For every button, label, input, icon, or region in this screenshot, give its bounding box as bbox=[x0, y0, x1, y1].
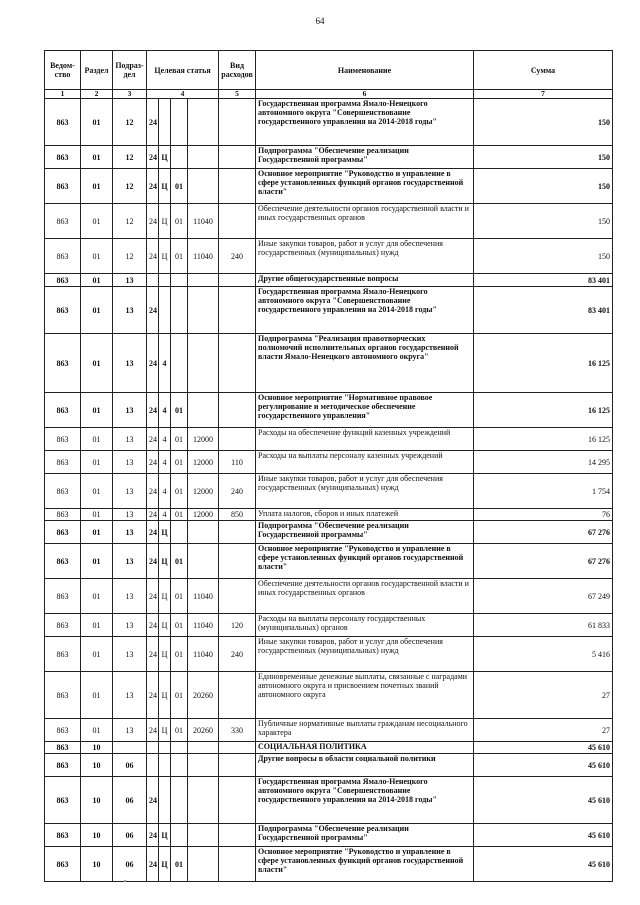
vedomstvo-cell: 863 bbox=[45, 274, 81, 287]
vedomstvo-cell: 863 bbox=[45, 544, 81, 579]
target-program-cell bbox=[147, 274, 159, 287]
target-event-cell bbox=[171, 287, 188, 334]
expense-type-cell bbox=[219, 428, 256, 451]
name-cell: Другие общегосударственные вопросы bbox=[256, 274, 474, 287]
target-program-cell: 24 bbox=[147, 239, 159, 274]
razdel-cell: 01 bbox=[81, 614, 113, 637]
name-cell: Обеспечение деятельности органов государственной власти и иных государственных органов bbox=[256, 204, 474, 239]
name-cell: Расходы на выплаты персоналу государственных (муниципальных) органов bbox=[256, 614, 474, 637]
amount-cell: 61 833 bbox=[474, 614, 613, 637]
table-row bbox=[45, 742, 613, 754]
vedomstvo-cell: 863 bbox=[45, 239, 81, 274]
podrazdel-cell: 13 bbox=[113, 334, 147, 393]
amount-cell: 67 276 bbox=[474, 521, 613, 544]
razdel-cell: 01 bbox=[81, 428, 113, 451]
target-event-cell bbox=[171, 824, 188, 847]
amount-cell: 150 bbox=[474, 239, 613, 274]
podrazdel-cell: 12 bbox=[113, 204, 147, 239]
vedomstvo-cell: 863 bbox=[45, 99, 81, 146]
razdel-cell: 01 bbox=[81, 637, 113, 672]
vedomstvo-cell: 863 bbox=[45, 428, 81, 451]
razdel-cell: 01 bbox=[81, 239, 113, 274]
target-subprogram-cell: Ц bbox=[159, 719, 171, 742]
target-direction-cell bbox=[188, 274, 219, 287]
target-direction-cell: 11040 bbox=[188, 614, 219, 637]
target-direction-cell bbox=[188, 169, 219, 204]
podrazdel-cell: 13 bbox=[113, 672, 147, 719]
target-subprogram-cell: Ц bbox=[159, 146, 171, 169]
table-row bbox=[45, 474, 613, 509]
amount-cell: 150 bbox=[474, 169, 613, 204]
target-program-cell: 24 bbox=[147, 824, 159, 847]
vedomstvo-cell: 863 bbox=[45, 146, 81, 169]
razdel-cell: 01 bbox=[81, 99, 113, 146]
razdel-cell: 10 bbox=[81, 777, 113, 824]
name-cell: Основное мероприятие "Нормативное правовое регулирование и методическое обеспечение государственного управления" bbox=[256, 393, 474, 428]
target-direction-cell bbox=[188, 146, 219, 169]
razdel-cell: 01 bbox=[81, 334, 113, 393]
name-cell: Государственная программа Ямало-Ненецкого автономного округа "Совершенствование государственного управления на 2014-2018 годы" bbox=[256, 777, 474, 824]
target-subprogram-cell: 4 bbox=[159, 474, 171, 509]
table-row bbox=[45, 824, 613, 847]
table-row bbox=[45, 428, 613, 451]
target-subprogram-cell bbox=[159, 274, 171, 287]
amount-cell: 150 bbox=[474, 99, 613, 146]
target-program-cell: 24 bbox=[147, 451, 159, 474]
vedomstvo-cell: 863 bbox=[45, 672, 81, 719]
amount-cell: 83 401 bbox=[474, 274, 613, 287]
expense-type-cell bbox=[219, 847, 256, 882]
expense-type-cell bbox=[219, 521, 256, 544]
podrazdel-cell bbox=[113, 742, 147, 754]
target-program-cell: 24 bbox=[147, 777, 159, 824]
expense-type-cell: 110 bbox=[219, 451, 256, 474]
target-direction-cell: 12000 bbox=[188, 451, 219, 474]
vedomstvo-cell: 863 bbox=[45, 579, 81, 614]
target-direction-cell: 12000 bbox=[188, 509, 219, 521]
podrazdel-cell: 13 bbox=[113, 509, 147, 521]
target-event-cell: 01 bbox=[171, 393, 188, 428]
podrazdel-cell: 06 bbox=[113, 777, 147, 824]
target-event-cell: 01 bbox=[171, 637, 188, 672]
target-event-cell: 01 bbox=[171, 169, 188, 204]
target-direction-cell: 12000 bbox=[188, 474, 219, 509]
target-program-cell: 24 bbox=[147, 614, 159, 637]
amount-cell: 83 401 bbox=[474, 287, 613, 334]
expense-type-cell bbox=[219, 742, 256, 754]
target-program-cell: 24 bbox=[147, 637, 159, 672]
podrazdel-cell: 13 bbox=[113, 451, 147, 474]
target-program-cell: 24 bbox=[147, 847, 159, 882]
podrazdel-cell: 12 bbox=[113, 99, 147, 146]
razdel-cell: 01 bbox=[81, 204, 113, 239]
target-subprogram-cell: Ц bbox=[159, 521, 171, 544]
amount-cell: 150 bbox=[474, 204, 613, 239]
razdel-cell: 01 bbox=[81, 509, 113, 521]
table-row bbox=[45, 239, 613, 274]
name-cell: Основное мероприятие "Руководство и управление в сфере установленных функций органов государственной власти" bbox=[256, 847, 474, 882]
expense-type-cell: 120 bbox=[219, 614, 256, 637]
razdel-cell: 10 bbox=[81, 742, 113, 754]
table-row bbox=[45, 393, 613, 428]
razdel-cell: 10 bbox=[81, 754, 113, 777]
target-direction-cell: 12000 bbox=[188, 428, 219, 451]
target-subprogram-cell: Ц bbox=[159, 637, 171, 672]
podrazdel-cell: 13 bbox=[113, 637, 147, 672]
target-direction-cell: 11040 bbox=[188, 637, 219, 672]
header-podrazdel: Подраз-дел bbox=[113, 51, 147, 90]
target-program-cell: 24 bbox=[147, 521, 159, 544]
vedomstvo-cell: 863 bbox=[45, 393, 81, 428]
target-event-cell bbox=[171, 754, 188, 777]
column-number: 5 bbox=[219, 90, 256, 99]
amount-cell: 45 610 bbox=[474, 847, 613, 882]
column-number: 3 bbox=[113, 90, 147, 99]
column-number: 1 bbox=[45, 90, 81, 99]
razdel-cell: 01 bbox=[81, 474, 113, 509]
table-row bbox=[45, 287, 613, 334]
amount-cell: 45 610 bbox=[474, 824, 613, 847]
budget-table bbox=[44, 50, 613, 882]
target-program-cell bbox=[147, 742, 159, 754]
expense-type-cell bbox=[219, 393, 256, 428]
table-row bbox=[45, 334, 613, 393]
podrazdel-cell: 06 bbox=[113, 824, 147, 847]
table-row bbox=[45, 754, 613, 777]
target-direction-cell bbox=[188, 287, 219, 334]
name-cell: Единовременные денежные выплаты, связанные с наградами автономного округа и присвоением почетных званий автономного округа bbox=[256, 672, 474, 719]
target-event-cell bbox=[171, 334, 188, 393]
name-cell: Подпрограмма "Реализация правотворческих полномочий исполнительных органов государственной власти Ямало-Ненецкого автономного округа" bbox=[256, 334, 474, 393]
target-event-cell: 01 bbox=[171, 509, 188, 521]
target-program-cell: 24 bbox=[147, 719, 159, 742]
target-program-cell: 24 bbox=[147, 579, 159, 614]
name-cell: Уплата налогов, сборов и иных платежей bbox=[256, 509, 474, 521]
vedomstvo-cell: 863 bbox=[45, 719, 81, 742]
podrazdel-cell: 12 bbox=[113, 169, 147, 204]
target-subprogram-cell bbox=[159, 99, 171, 146]
table-row bbox=[45, 169, 613, 204]
vedomstvo-cell: 863 bbox=[45, 169, 81, 204]
podrazdel-cell: 13 bbox=[113, 579, 147, 614]
razdel-cell: 10 bbox=[81, 824, 113, 847]
table-row bbox=[45, 521, 613, 544]
target-program-cell: 24 bbox=[147, 393, 159, 428]
amount-cell: 45 610 bbox=[474, 742, 613, 754]
expense-type-cell: 850 bbox=[219, 509, 256, 521]
target-subprogram-cell: Ц bbox=[159, 672, 171, 719]
amount-cell: 45 610 bbox=[474, 754, 613, 777]
table-row bbox=[45, 614, 613, 637]
vedomstvo-cell: 863 bbox=[45, 847, 81, 882]
amount-cell: 14 295 bbox=[474, 451, 613, 474]
target-direction-cell: 11040 bbox=[188, 579, 219, 614]
name-cell: Иные закупки товаров, работ и услуг для обеспечения государственных (муниципальных) нужд bbox=[256, 474, 474, 509]
podrazdel-cell: 13 bbox=[113, 274, 147, 287]
expense-type-cell bbox=[219, 579, 256, 614]
target-event-cell bbox=[171, 521, 188, 544]
table-row bbox=[45, 544, 613, 579]
header-razdel: Раздел bbox=[81, 51, 113, 90]
razdel-cell: 01 bbox=[81, 169, 113, 204]
target-event-cell: 01 bbox=[171, 579, 188, 614]
vedomstvo-cell: 863 bbox=[45, 742, 81, 754]
expense-type-cell bbox=[219, 544, 256, 579]
target-subprogram-cell: 4 bbox=[159, 428, 171, 451]
expense-type-cell bbox=[219, 754, 256, 777]
expense-type-cell bbox=[219, 334, 256, 393]
column-number: 2 bbox=[81, 90, 113, 99]
name-cell: Публичные нормативные выплаты гражданам несоциального характера bbox=[256, 719, 474, 742]
target-direction-cell bbox=[188, 742, 219, 754]
target-subprogram-cell bbox=[159, 754, 171, 777]
target-program-cell: 24 bbox=[147, 99, 159, 146]
target-program-cell bbox=[147, 754, 159, 777]
expense-type-cell bbox=[219, 672, 256, 719]
podrazdel-cell: 06 bbox=[113, 754, 147, 777]
target-direction-cell bbox=[188, 521, 219, 544]
table-row bbox=[45, 509, 613, 521]
expense-type-cell bbox=[219, 204, 256, 239]
target-subprogram-cell bbox=[159, 287, 171, 334]
table-row bbox=[45, 719, 613, 742]
vedomstvo-cell: 863 bbox=[45, 509, 81, 521]
target-subprogram-cell: Ц bbox=[159, 824, 171, 847]
target-program-cell: 24 bbox=[147, 672, 159, 719]
header-vedomstvo: Ведом-ство bbox=[45, 51, 81, 90]
target-direction-cell bbox=[188, 847, 219, 882]
target-event-cell: 01 bbox=[171, 204, 188, 239]
amount-cell: 16 125 bbox=[474, 334, 613, 393]
target-event-cell: 01 bbox=[171, 672, 188, 719]
name-cell: Обеспечение деятельности органов государственной власти и иных государственных органов bbox=[256, 579, 474, 614]
razdel-cell: 01 bbox=[81, 287, 113, 334]
expense-type-cell bbox=[219, 287, 256, 334]
target-event-cell bbox=[171, 99, 188, 146]
podrazdel-cell: 13 bbox=[113, 544, 147, 579]
expense-type-cell bbox=[219, 824, 256, 847]
razdel-cell: 01 bbox=[81, 521, 113, 544]
table-row bbox=[45, 847, 613, 882]
table-row bbox=[45, 672, 613, 719]
header-row bbox=[45, 51, 613, 90]
podrazdel-cell: 06 bbox=[113, 847, 147, 882]
target-subprogram-cell: Ц bbox=[159, 239, 171, 274]
podrazdel-cell: 13 bbox=[113, 393, 147, 428]
target-program-cell: 24 bbox=[147, 509, 159, 521]
target-subprogram-cell: Ц bbox=[159, 544, 171, 579]
target-program-cell: 24 bbox=[147, 169, 159, 204]
column-number: 4 bbox=[147, 90, 219, 99]
table-row bbox=[45, 146, 613, 169]
page-number: 64 bbox=[315, 16, 325, 26]
name-cell: Иные закупки товаров, работ и услуг для обеспечения государственных (муниципальных) нужд bbox=[256, 239, 474, 274]
amount-cell: 45 610 bbox=[474, 777, 613, 824]
expense-type-cell: 240 bbox=[219, 637, 256, 672]
target-subprogram-cell: 4 bbox=[159, 509, 171, 521]
expense-type-cell bbox=[219, 99, 256, 146]
razdel-cell: 01 bbox=[81, 719, 113, 742]
target-direction-cell bbox=[188, 99, 219, 146]
target-direction-cell bbox=[188, 824, 219, 847]
podrazdel-cell: 13 bbox=[113, 614, 147, 637]
expense-type-cell: 330 bbox=[219, 719, 256, 742]
target-subprogram-cell: Ц bbox=[159, 614, 171, 637]
header-vid-rashodov: Вид расходов bbox=[219, 51, 256, 90]
expense-type-cell: 240 bbox=[219, 474, 256, 509]
column-number: 7 bbox=[474, 90, 613, 99]
target-program-cell: 24 bbox=[147, 146, 159, 169]
name-cell: Основное мероприятие "Руководство и управление в сфере установленных функций органов государственной власти" bbox=[256, 544, 474, 579]
header-summa: Сумма bbox=[474, 51, 613, 90]
target-subprogram-cell: Ц bbox=[159, 579, 171, 614]
amount-cell: 67 249 bbox=[474, 579, 613, 614]
table-row bbox=[45, 637, 613, 672]
amount-cell: 67 276 bbox=[474, 544, 613, 579]
column-numbers-row bbox=[45, 90, 613, 99]
razdel-cell: 01 bbox=[81, 146, 113, 169]
vedomstvo-cell: 863 bbox=[45, 824, 81, 847]
table-row bbox=[45, 579, 613, 614]
target-subprogram-cell: 4 bbox=[159, 451, 171, 474]
name-cell: Государственная программа Ямало-Ненецкого автономного округа "Совершенствование государственного управления на 2014-2018 годы" bbox=[256, 287, 474, 334]
amount-cell: 76 bbox=[474, 509, 613, 521]
target-subprogram-cell: Ц bbox=[159, 204, 171, 239]
target-subprogram-cell: Ц bbox=[159, 169, 171, 204]
header-naimenovanie: Наименование bbox=[256, 51, 474, 90]
column-number: 6 bbox=[256, 90, 474, 99]
amount-cell: 27 bbox=[474, 719, 613, 742]
vedomstvo-cell: 863 bbox=[45, 287, 81, 334]
razdel-cell: 01 bbox=[81, 274, 113, 287]
razdel-cell: 01 bbox=[81, 451, 113, 474]
target-direction-cell bbox=[188, 334, 219, 393]
target-program-cell: 24 bbox=[147, 334, 159, 393]
table-row bbox=[45, 777, 613, 824]
vedomstvo-cell: 863 bbox=[45, 614, 81, 637]
razdel-cell: 01 bbox=[81, 544, 113, 579]
target-program-cell: 24 bbox=[147, 428, 159, 451]
target-direction-cell bbox=[188, 754, 219, 777]
table-row bbox=[45, 451, 613, 474]
target-event-cell: 01 bbox=[171, 847, 188, 882]
podrazdel-cell: 13 bbox=[113, 287, 147, 334]
table-row bbox=[45, 274, 613, 287]
name-cell: Государственная программа Ямало-Ненецкого автономного округа "Совершенствование государственного управления на 2014-2018 годы" bbox=[256, 99, 474, 146]
vedomstvo-cell: 863 bbox=[45, 334, 81, 393]
expense-type-cell bbox=[219, 274, 256, 287]
vedomstvo-cell: 863 bbox=[45, 777, 81, 824]
vedomstvo-cell: 863 bbox=[45, 451, 81, 474]
target-event-cell: 01 bbox=[171, 474, 188, 509]
expense-type-cell bbox=[219, 169, 256, 204]
vedomstvo-cell: 863 bbox=[45, 521, 81, 544]
razdel-cell: 01 bbox=[81, 393, 113, 428]
amount-cell: 5 416 bbox=[474, 637, 613, 672]
target-event-cell bbox=[171, 742, 188, 754]
podrazdel-cell: 12 bbox=[113, 239, 147, 274]
target-subprogram-cell: 4 bbox=[159, 393, 171, 428]
vedomstvo-cell: 863 bbox=[45, 637, 81, 672]
razdel-cell: 01 bbox=[81, 579, 113, 614]
target-event-cell: 01 bbox=[171, 428, 188, 451]
target-direction-cell: 20260 bbox=[188, 672, 219, 719]
expense-type-cell bbox=[219, 146, 256, 169]
target-subprogram-cell bbox=[159, 742, 171, 754]
podrazdel-cell: 13 bbox=[113, 474, 147, 509]
target-direction-cell: 20260 bbox=[188, 719, 219, 742]
target-event-cell bbox=[171, 274, 188, 287]
expense-type-cell: 240 bbox=[219, 239, 256, 274]
amount-cell: 16 125 bbox=[474, 393, 613, 428]
table-row bbox=[45, 204, 613, 239]
name-cell: Подпрограмма "Обеспечение реализации Государственной программы" bbox=[256, 146, 474, 169]
target-direction-cell: 11040 bbox=[188, 204, 219, 239]
target-direction-cell bbox=[188, 544, 219, 579]
name-cell: СОЦИАЛЬНАЯ ПОЛИТИКА bbox=[256, 742, 474, 754]
vedomstvo-cell: 863 bbox=[45, 204, 81, 239]
target-direction-cell bbox=[188, 777, 219, 824]
target-direction-cell bbox=[188, 393, 219, 428]
name-cell: Другие вопросы в области социальной политики bbox=[256, 754, 474, 777]
target-subprogram-cell bbox=[159, 777, 171, 824]
razdel-cell: 10 bbox=[81, 847, 113, 882]
target-event-cell: 01 bbox=[171, 239, 188, 274]
target-event-cell: 01 bbox=[171, 719, 188, 742]
target-event-cell bbox=[171, 777, 188, 824]
amount-cell: 16 125 bbox=[474, 428, 613, 451]
target-event-cell: 01 bbox=[171, 544, 188, 579]
name-cell: Иные закупки товаров, работ и услуг для обеспечения государственных (муниципальных) нужд bbox=[256, 637, 474, 672]
name-cell: Основное мероприятие "Руководство и управление в сфере установленных функций органов государственной власти" bbox=[256, 169, 474, 204]
podrazdel-cell: 13 bbox=[113, 428, 147, 451]
target-direction-cell: 11040 bbox=[188, 239, 219, 274]
vedomstvo-cell: 863 bbox=[45, 754, 81, 777]
name-cell: Подпрограмма "Обеспечение реализации Государственной программы" bbox=[256, 824, 474, 847]
target-event-cell: 01 bbox=[171, 451, 188, 474]
table-row bbox=[45, 99, 613, 146]
target-program-cell: 24 bbox=[147, 287, 159, 334]
target-program-cell: 24 bbox=[147, 204, 159, 239]
scan-speck bbox=[124, 880, 126, 882]
podrazdel-cell: 12 bbox=[113, 146, 147, 169]
amount-cell: 150 bbox=[474, 146, 613, 169]
amount-cell: 27 bbox=[474, 672, 613, 719]
target-event-cell bbox=[171, 146, 188, 169]
target-subprogram-cell: Ц bbox=[159, 847, 171, 882]
target-subprogram-cell: 4 bbox=[159, 334, 171, 393]
target-program-cell: 24 bbox=[147, 544, 159, 579]
target-program-cell: 24 bbox=[147, 474, 159, 509]
podrazdel-cell: 13 bbox=[113, 719, 147, 742]
name-cell: Подпрограмма "Обеспечение реализации Государственной программы" bbox=[256, 521, 474, 544]
target-event-cell: 01 bbox=[171, 614, 188, 637]
podrazdel-cell: 13 bbox=[113, 521, 147, 544]
header-celevaya-statya: Целевая статья bbox=[147, 51, 219, 90]
name-cell: Расходы на выплаты персоналу казенных учреждений bbox=[256, 451, 474, 474]
amount-cell: 1 754 bbox=[474, 474, 613, 509]
razdel-cell: 01 bbox=[81, 672, 113, 719]
expense-type-cell bbox=[219, 777, 256, 824]
name-cell: Расходы на обеспечение функций казенных учреждений bbox=[256, 428, 474, 451]
vedomstvo-cell: 863 bbox=[45, 474, 81, 509]
